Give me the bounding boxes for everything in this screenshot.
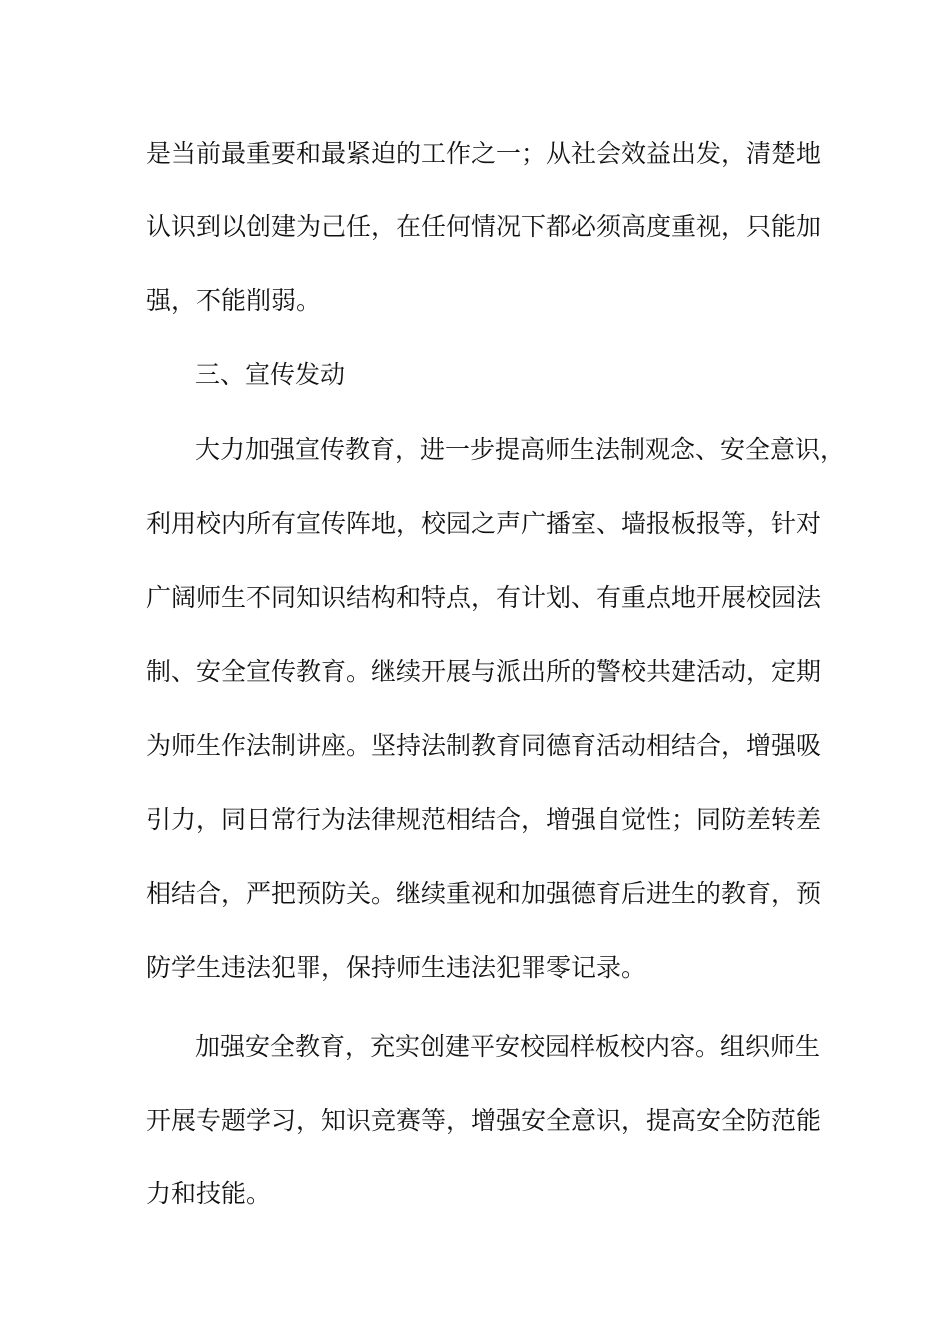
paragraph-2-line-3: 广阔师生不同知识结构和特点，有计划、有重点地开展校园法 [146,583,822,612]
paragraph-2-line-4: 制、安全宣传教育。继续开展与派出所的警校共建活动，定期 [146,657,822,686]
section-heading: 三、宣传发动 [195,360,346,389]
paragraph-2-line-8: 防学生违法犯罪，保持师生违法犯罪零记录。 [146,953,647,982]
paragraph-2-line-6: 引力，同日常行为法律规范相结合，增强自觉性；同防差转差 [146,805,822,834]
paragraph-1-line-2: 认识到以创建为己任，在任何情况下都必须高度重视，只能加 [146,212,822,241]
paragraph-1-line-3: 强，不能削弱。 [146,286,322,315]
paragraph-3-line-1: 加强安全教育，充实创建平安校园样板校内容。组织师生 [195,1032,821,1061]
paragraph-2-line-1: 大力加强宣传教育，进一步提高师生法制观念、安全意识， [195,435,846,464]
paragraph-3-line-3: 力和技能。 [146,1179,272,1208]
paragraph-2-line-2: 利用校内所有宣传阵地，校园之声广播室、墙报板报等，针对 [146,509,822,538]
paragraph-3-line-2: 开展专题学习，知识竞赛等，增强安全意识，提高安全防范能 [146,1106,822,1135]
paragraph-2-line-5: 为师生作法制讲座。坚持法制教育同德育活动相结合，增强吸 [146,731,822,760]
paragraph-1-line-1: 是当前最重要和最紧迫的工作之一；从社会效益出发，清楚地 [146,139,822,168]
paragraph-2-line-7: 相结合，严把预防关。继续重视和加强德育后进生的教育，预 [146,879,822,908]
